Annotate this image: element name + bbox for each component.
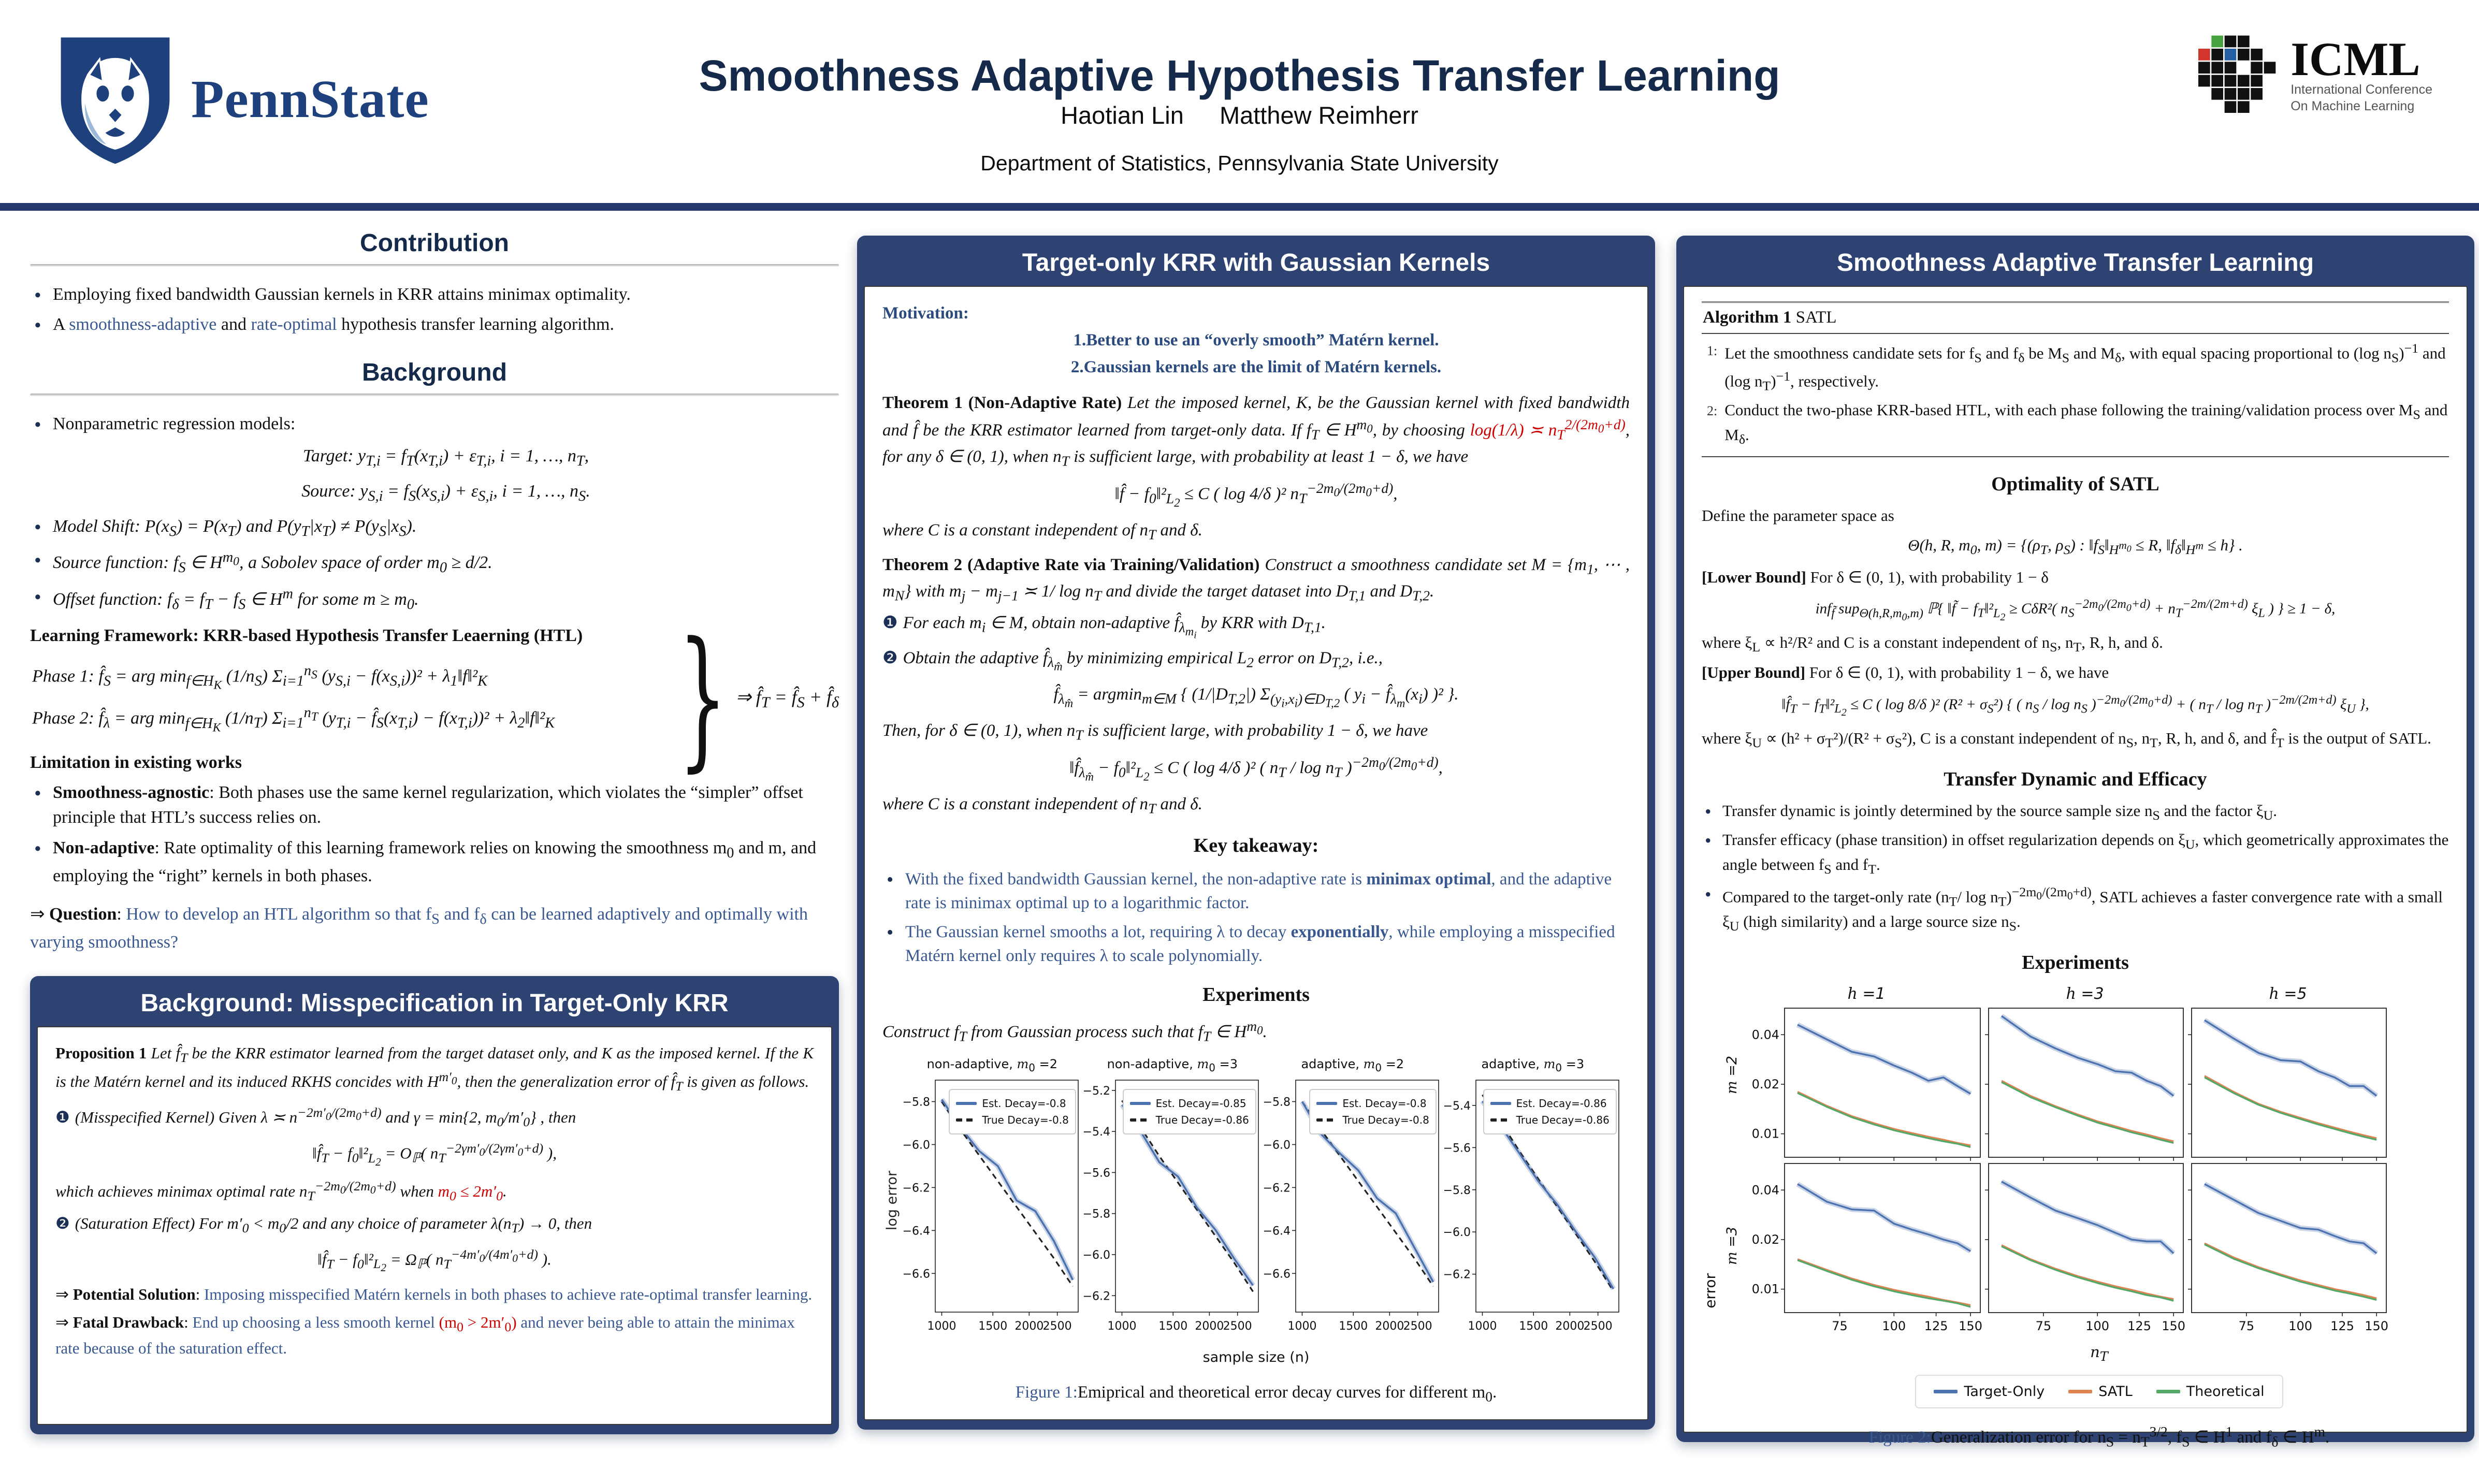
- fig2-legend-entry: SATL: [2068, 1382, 2133, 1401]
- pennstate-logo: [57, 32, 429, 166]
- svg-text:75: 75: [2238, 1318, 2255, 1333]
- svg-text:−5.2: −5.2: [1082, 1084, 1110, 1098]
- question-line: ⇒ Question: How to develop an HTL algorithm so that $f_S$ and $f_\delta$ can be learned adaptively and optimally with varying smoothness?: [30, 904, 808, 952]
- svg-text:−5.6: −5.6: [1443, 1141, 1471, 1155]
- svg-text:−6.2: −6.2: [1443, 1268, 1471, 1282]
- theorem-1-rate: ‖f̂ − $f_0‖^2_{L_2} \le C$ ( log 4/δ )² $n_T^{-2m_0/(2m_0+d)}$,: [1114, 479, 1398, 510]
- limitation-list: [30, 780, 839, 889]
- key-takeaway-heading: Key takeaway:: [1193, 835, 1319, 857]
- theorem-2-where: where C is a constant independent of $n_T$ and δ.: [882, 795, 1202, 817]
- upper-bound-formula: $‖f̂_T$ − $f_T‖^2_{L_2} \le C$ ( log 8/δ )² $(R^2 + \sigma_S^2)$ { ( $n_S$ / $\log n_S$ )$^{-2m_0/(2m_0+d)}$ + ( $n_T$ / $\log n_T$ )$^{-2m/(2m+d)}$ $\xi_U$ },: [1781, 692, 2369, 719]
- svg-text:75: 75: [1832, 1318, 1848, 1333]
- figure1: [882, 1056, 1630, 1346]
- svg-text:1000: 1000: [927, 1319, 956, 1333]
- step-1: ❶ For each $m_i$ ∈ M, obtain non-adaptive $f̂_{\lambda_{m_i}}$ by KRR with $D_{T,1}$.: [882, 614, 1326, 642]
- svg-text:2500: 2500: [1403, 1319, 1432, 1333]
- misspecification-box-body: [37, 1026, 832, 1425]
- svg-text:125: 125: [2127, 1318, 2151, 1333]
- svg-text:0.02: 0.02: [1751, 1076, 1779, 1092]
- fig2-col-title: h =1: [1847, 985, 1886, 1003]
- equation-target: Target: $y_{T,i} = f_T(x_{T,i}) + \varepsilon_{T,i}$, i = 1, …, $n_T$,: [302, 446, 589, 469]
- fig2-subplot-svg: [1749, 1005, 1983, 1160]
- authors: [518, 101, 1961, 129]
- divider: [30, 264, 839, 267]
- misspecified-kernel-item: ❶ (Misspecified Kernel) Given λ ≍ $n^{-2m'_0/(2m_0+d)}$ and γ = min{2, $m_0/m'_0$} , then: [55, 1105, 576, 1130]
- theorem-2: Theorem 2 (Adaptive Rate via Training/Validation) Construct a smoothness candidate set $M = \{m_1$, ⋯ , $m_N$} with $m_j - m_{j-1}$ ≍ 1/ $\log n_T$ and divide the target dataset into $D_{T,1}$ and $D_{T,2}$.: [882, 556, 1630, 604]
- potential-solution: ⇒ Potential Solution: Imposing misspecified Matérn kernels in both phases to achieve rate-optimal transfer learning.: [55, 1285, 813, 1303]
- list-item: • Non-adaptive: Rate optimality of this learning framework relies on knowing the smoothness $m_0$ and m, and employing the “right” kernels in both phases.: [30, 836, 839, 889]
- fig2-row-title: m =2: [1724, 1056, 1740, 1095]
- list-item: • Source function: $f_S$ ∈ $H^{m_0}$, a Sobolev space of order $m_0 \ge d/2$.: [30, 547, 839, 578]
- svg-text:125: 125: [1924, 1318, 1948, 1333]
- theorem-1: Theorem 1 (Non-Adaptive Rate) Let the imposed kernel, K, be the Gaussian kernel with fixed bandwidth and f̂ be the KRR estimator learned from target-only data. If $f_T$ ∈ $H^{m_0}$, by choosing log(1/λ) ≍ $n_T^{2/(2m_0+d)}$, for any δ ∈ (0, 1), when $n_T$ is sufficient large, with probability at least 1 − δ, we have: [882, 393, 1630, 469]
- list-item: • Offset function: $f_\delta = f_T - f_S$ ∈ $H^m$ for some $m \ge m_0$.: [30, 584, 839, 615]
- icml-subtitle-2: On Machine Learning: [2290, 98, 2415, 113]
- combined-estimator: ⇒ $f̂_T$ = $f̂_S$ + $f̂_\delta$: [735, 686, 839, 711]
- param-space-intro: Define the parameter space as: [1702, 506, 1894, 525]
- experiments-heading-mid: Experiments: [1202, 984, 1310, 1006]
- svg-text:0.01: 0.01: [1751, 1282, 1779, 1297]
- svg-text:0.04: 0.04: [1751, 1182, 1779, 1197]
- fig2-legend-entry: Target-Only: [1934, 1382, 2045, 1401]
- fig1-legend: Est. Decay=-0.8 True Decay=-0.8: [949, 1089, 1076, 1134]
- list-item: • With the fixed bandwidth Gaussian kernel, the non-adaptive rate is minimax optimal, and the adaptive rate is minimax optimal up to a logarithmic factor.: [882, 867, 1630, 915]
- figure1-xlabel: sample size (n): [1202, 1349, 1310, 1365]
- param-space-def: Θ(h, R, $m_0$, $m) = \{(\rho_T$, $\rho_S$) : $‖f_S‖_{H^{m_0}} \le R$, $‖f_\delta‖_{H^m} \le h$} .: [1908, 535, 2243, 557]
- figure1-ylabel: log error: [884, 1171, 900, 1231]
- svg-text:75: 75: [2035, 1318, 2052, 1333]
- svg-text:−6.2: −6.2: [902, 1181, 930, 1195]
- fig1-subplot: non-adaptive, $m_0 =2$ −5.8 −6.0 −6.2 −6.4 −6.6 1000 1500 2000 2500 Est. Decay=-0.8 True Decay=-0.8: [902, 1056, 1082, 1346]
- background-list: [30, 412, 839, 615]
- fig2-subplot-svg: [1749, 1160, 1983, 1341]
- theorem-2-then: Then, for δ ∈ (0, 1), when $n_T$ is sufficient large, with probability 1 − δ, we have: [882, 721, 1428, 743]
- satl-box: [1676, 236, 2474, 1450]
- svg-text:−6.0: −6.0: [1082, 1248, 1110, 1262]
- upper-bound-where: where $\xi_U \propto (h^2 + \sigma_T^2)/(R^2 + \sigma_S^2)$, C is a constant independent of $n_S$, $n_T$, R, h, and δ, and $f̂_T$ is the output of SATL.: [1702, 729, 2431, 751]
- svg-text:−5.6: −5.6: [1082, 1166, 1110, 1180]
- svg-text:150: 150: [2162, 1318, 2186, 1333]
- svg-text:100: 100: [2085, 1318, 2110, 1333]
- svg-text:1500: 1500: [1158, 1319, 1188, 1333]
- pennstate-wordmark: PennState: [191, 69, 429, 129]
- svg-text:−5.8: −5.8: [902, 1095, 930, 1109]
- list-item: • The Gaussian kernel smooths a lot, requiring λ to decay exponentially, while employing a misspecified Matérn kernel only requires λ to scale polynomially.: [882, 920, 1630, 968]
- icml-wordmark: ICML: [2290, 33, 2420, 86]
- list-item: • Nonparametric regression models: Target: $y_{T,i} = f_T(x_{T,i}) + \varepsilon_{T,i}$, i = 1, …, $n_T$, Source: $y_{S,i} = f_S(x_{S,i}) + \varepsilon_{S,i}$, i = 1, …, $n_S$.: [30, 412, 839, 507]
- author-2: Matthew Reimherr: [1219, 101, 1418, 129]
- list-item: • Employing fixed bandwidth Gaussian kernels in KRR attains minimax optimality.: [30, 282, 839, 307]
- key-takeaway-list: [882, 867, 1630, 968]
- fig1-subplot: non-adaptive, $m_0 =3$ −5.2 −5.4 −5.6 −5.8 −6.0 −6.2 1000 1500 2000 2500 Est. Decay=-0.85 True Decay=-0.86: [1082, 1056, 1263, 1346]
- satl-box-body: [1683, 286, 2468, 1450]
- saturation-effect-item: ❷ (Saturation Effect) For $m'_0 < m_0/2$ and any choice of parameter $\lambda(n_T) \to 0$, then: [55, 1214, 592, 1235]
- lower-bound-formula: inf$_{f̃}$ sup$_{\Theta(h,R,m_0,m)}$ ℙ{ ‖f̃ − $f_T‖^2_{L_2} \ge C\delta R^2$( $n_S^{-2m_0/(2m_0+d)} + n_T^{-2m/(2m+d)}$ $\xi_L$ ) } ≥ 1 − δ,: [1815, 597, 2336, 623]
- svg-text:0.04: 0.04: [1751, 1027, 1779, 1042]
- minimax-condition: which achieves minimax optimal rate $n_T^{-2m_0/(2m_0+d)}$ when $m_0 \le 2m'_0$.: [55, 1179, 507, 1203]
- fig2-subplot-svg: [1983, 1005, 2186, 1160]
- experiments-heading-right: Experiments: [2022, 951, 2129, 973]
- phase2-equation: Phase 2: $f̂_\lambda$ = arg $\min_{f\in H_K} (1/n_T)$ $\Sigma_{i=1}^{n_T}$ ($y_{T,i}$ − $f̂_S(x_{T,i}) - f(x_{T,i}))^2$ + $\lambda_2‖f‖^2_K$: [32, 705, 555, 735]
- saturation-rate: $‖f̂_T$ − $f_0‖^2_{L_2} = \Omega_ℙ$( $n_T^{-4m'_0/(4m'_0+d)}$ ).: [317, 1246, 552, 1274]
- left-column: [30, 226, 839, 955]
- lower-bound-line: [Lower Bound] For δ ∈ (0, 1), with probability 1 − δ: [1702, 568, 2049, 586]
- figure2-grid: [1749, 1005, 2449, 1341]
- contribution-list: [30, 282, 839, 338]
- figure1-plots: [902, 1056, 1623, 1346]
- list-item: • Model Shift: $P(x_S) = P(x_T)$ and $P(y_T|x_T) \ne P(y_S|x_S)$.: [30, 514, 839, 542]
- fatal-drawback: ⇒ Fatal Drawback: End up choosing a less smooth kernel $(m_0 > 2m'_0)$ and never being able to attain the minimax rate because of the saturation effect.: [55, 1313, 795, 1357]
- svg-text:150: 150: [1959, 1318, 1982, 1333]
- step-2: ❷ Obtain the adaptive $f̂_{\lambda_{m̂}}$ by minimizing empirical $L_2$ error on $D_{T,2}$, i.e.,: [882, 648, 1383, 673]
- svg-text:100: 100: [2288, 1318, 2313, 1333]
- list-item: • Transfer efficacy (phase transition) in offset regularization depends on $\xi_U$, which geometrically approximates the angle between $f_S$ and $f_T$.: [1702, 829, 2449, 879]
- target-only-krr-box: [857, 236, 1655, 1430]
- fig2-col-title: h =5: [2269, 985, 2307, 1003]
- figure2-caption: Figure 2:Generalization error for $n_S = n_T^{3/2}$, $f_S$ ∈ $H^1$ and $f_\delta$ ∈ $H^m$.: [1868, 1423, 2330, 1450]
- svg-text:2500: 2500: [1223, 1319, 1252, 1333]
- target-only-krr-title: Target-only KRR with Gaussian Kernels: [1022, 249, 1490, 277]
- svg-text:1000: 1000: [1287, 1319, 1317, 1333]
- algorithm-steps: [1702, 339, 2449, 449]
- algorithm-1: Algorithm 1 SATL 1: Let the smoothness candidate sets for $f_S$ and $f_\delta$ be $M_S$ and $M_\delta$, with equal spacing proportional to (log $n_S)^{-1}$ and (log $n_T)^{-1}$, respectively. 2: Conduct the two-phase KRR-based HTL, with each phase following the training/validation process over $M_S$ and $M_\delta$.: [1702, 301, 2449, 457]
- svg-text:100: 100: [1882, 1318, 1906, 1333]
- svg-text:−5.8: −5.8: [1263, 1095, 1291, 1109]
- fig2-legend-entry: Theoretical: [2156, 1382, 2265, 1401]
- svg-text:−6.6: −6.6: [1263, 1267, 1291, 1281]
- algorithm-step-2: 2: Conduct the two-phase KRR-based HTL, with each phase following the training/validation process over $M_S$ and $M_\delta$.: [1707, 400, 2448, 447]
- theorem-2-rate: $‖f̂_{\lambda_{m̂}}$ − $f_0‖^2_{L_2} \le C$ ( log 4/δ )² ( $n_T$ / $\log n_T$ )$^{-2m_0/(2m_0+d)}$,: [1069, 754, 1443, 783]
- fig2-col-title: h =3: [2066, 985, 2104, 1003]
- fig1-subplot: adaptive, $m_0 =2$ −5.8 −6.0 −6.2 −6.4 −6.6 1000 1500 2000 2500 Est. Decay=-0.8 True Decay=-0.8: [1263, 1056, 1443, 1346]
- svg-text:−6.4: −6.4: [902, 1224, 930, 1238]
- fig1-subplot: adaptive, $m_0 =3$ −5.4 −5.6 −5.8 −6.0 −6.2 1000 1500 2000 2500 Est. Decay=-0.86 True Decay=-0.86: [1443, 1056, 1623, 1346]
- svg-text:0.01: 0.01: [1751, 1126, 1779, 1141]
- svg-text:2500: 2500: [1583, 1319, 1613, 1333]
- svg-text:1500: 1500: [1519, 1319, 1548, 1333]
- misspecified-kernel-rate: $‖f̂_T$ − $f_0‖^2_{L_2} = O_ℙ$( $n_T^{-2\gamma m'_0/(2\gamma m'_0+d)}$ ),: [312, 1141, 557, 1168]
- icml-head-icon: [2196, 34, 2279, 117]
- svg-text:−5.4: −5.4: [1443, 1099, 1471, 1113]
- svg-text:−6.0: −6.0: [1263, 1138, 1291, 1152]
- motivation-2: 2.Gaussian kernels are the limit of Matérn kernels.: [1070, 358, 1442, 377]
- page-title: Smoothness Adaptive Hypothesis Transfer Learning: [699, 51, 1780, 100]
- svg-text:−6.2: −6.2: [1263, 1181, 1291, 1195]
- divider: [30, 394, 839, 396]
- fig2-subplot-svg: [2186, 1005, 2389, 1160]
- svg-text:−5.8: −5.8: [1443, 1184, 1471, 1197]
- misspecification-box-title: Background: Misspecification in Target-Only KRR: [140, 990, 729, 1017]
- list-item: • Smoothness-agnostic: Both phases use the same kernel regularization, which violates the “simpler” offset principle that HTL’s success relies on.: [30, 780, 839, 831]
- svg-text:1000: 1000: [1468, 1319, 1497, 1333]
- proposition-1: Proposition 1 Let $f̂_T$ be the KRR estimator learned from the target dataset only, and K as the imposed kernel. If the K is the Matérn kernel and its induced RKHS concides with $H^{m'_0}$, then the generalization error of $f̂_T$ is given as follows.: [55, 1044, 814, 1094]
- svg-text:−6.2: −6.2: [1082, 1289, 1110, 1303]
- svg-text:2000: 2000: [1375, 1319, 1404, 1333]
- upper-bound-line: [Upper Bound] For δ ∈ (0, 1), with probability 1 − δ, we have: [1702, 663, 2109, 682]
- algorithm-step-1: 1: Let the smoothness candidate sets for $f_S$ and $f_\delta$ be $M_S$ and $M_\delta$, with equal spacing proportional to (log $n_S)^{-1}$ and (log $n_T)^{-1}$, respectively.: [1707, 340, 2446, 394]
- transfer-dynamic-heading: Transfer Dynamic and Efficacy: [1944, 768, 2207, 790]
- limitation-title: Limitation in existing works: [30, 752, 242, 772]
- fig2-subplot-svg: [1983, 1160, 2186, 1341]
- icml-logo: [2196, 34, 2432, 117]
- figure1-caption: Figure 1:Emiprical and theoretical error decay curves for different $m_0$.: [1015, 1383, 1497, 1405]
- author-1: Haotian Lin: [1061, 101, 1184, 129]
- brace-glyph: }: [678, 610, 728, 787]
- figure2: [1702, 983, 2449, 1451]
- svg-text:2000: 2000: [1014, 1319, 1044, 1333]
- list-item: • Compared to the target-only rate ($n_T/$ $\log n_T)^{-2m_0/(2m_0+d)}$, SATL achieves a faster convergence rate with a small $\xi_U$ (high similarity) and a large source size $n_S$.: [1702, 883, 2449, 936]
- header-rule: [0, 203, 2479, 211]
- svg-text:−6.6: −6.6: [902, 1267, 930, 1281]
- affiliation: Department of Statistics, Pennsylvania State University: [980, 151, 1499, 175]
- list-item: • Transfer dynamic is jointly determined by the source sample size $n_S$ and the factor $\xi_U$.: [1702, 800, 2449, 825]
- svg-text:1000: 1000: [1107, 1319, 1137, 1333]
- svg-text:2000: 2000: [1195, 1319, 1224, 1333]
- fig1-legend: Est. Decay=-0.8 True Decay=-0.8: [1309, 1089, 1436, 1134]
- fig1-legend: Est. Decay=-0.86 True Decay=-0.86: [1483, 1089, 1617, 1134]
- svg-text:−6.0: −6.0: [1443, 1226, 1471, 1239]
- list-item: • A smoothness-adaptive and rate-optimal hypothesis transfer learning algorithm.: [30, 312, 839, 337]
- figure2-coltitles: [1749, 983, 2449, 1005]
- svg-text:125: 125: [2330, 1318, 2354, 1333]
- figure2-ylabel: error: [1702, 1273, 1719, 1308]
- pennstate-shield-icon: [57, 32, 173, 166]
- svg-text:1500: 1500: [978, 1319, 1008, 1333]
- adaptive-argmin: $f̂_{\lambda_{m̂}} = argmin_{m\in M}$ { $(1/|D_{T,2}|)$ $\Sigma_{(y_i,x_i)\in D_{T,2}}$ ( $y_i$ − $f̂_{\lambda_m}(x_i)$ )² }.: [1053, 685, 1459, 710]
- figure2-legend: [1915, 1375, 2283, 1408]
- motivation-1: 1.Better to use an “overly smooth” Matérn kernel.: [1073, 331, 1439, 350]
- svg-text:−6.0: −6.0: [902, 1138, 930, 1152]
- theorem-1-where: where C is a constant independent of $n_T$ and δ.: [882, 521, 1202, 543]
- optimality-heading: Optimality of SATL: [1991, 473, 2159, 495]
- fig1-legend: Est. Decay=-0.85 True Decay=-0.86: [1123, 1089, 1256, 1134]
- svg-text:2500: 2500: [1042, 1319, 1072, 1333]
- svg-text:2000: 2000: [1555, 1319, 1585, 1333]
- svg-text:1500: 1500: [1339, 1319, 1368, 1333]
- fig2-row-title: m =3: [1724, 1227, 1740, 1265]
- svg-text:150: 150: [2365, 1318, 2389, 1333]
- lower-bound-where: where $\xi_L \propto h^2/R^2$ and C is a constant independent of $n_S$, $n_T$, R, h, and δ.: [1702, 633, 2163, 655]
- svg-text:−6.4: −6.4: [1263, 1224, 1291, 1238]
- background-heading: Background: [361, 358, 508, 386]
- figure2-xlabel: $n_T$: [2090, 1343, 2108, 1364]
- equation-source: Source: $y_{S,i} = f_S(x_{S,i}) + \varepsilon_{S,i}$, i = 1, …, $n_S$.: [301, 482, 590, 504]
- svg-text:−5.4: −5.4: [1082, 1125, 1110, 1139]
- target-only-krr-body: [864, 286, 1648, 1420]
- contribution-heading: Contribution: [360, 229, 509, 257]
- svg-text:0.02: 0.02: [1751, 1232, 1779, 1247]
- icml-subtitle-1: International Conference: [2290, 82, 2432, 97]
- misspecification-box: [30, 976, 839, 1434]
- svg-text:−5.8: −5.8: [1082, 1207, 1110, 1221]
- motivation-label: Motivation:: [882, 304, 969, 323]
- framework-title: Learning Framework: KRR-based Hypothesis Transfer Leaerning (HTL): [30, 625, 583, 645]
- fig2-subplot-svg: [2186, 1160, 2389, 1341]
- phase1-equation: Phase 1: $f̂_S$ = arg $\min_{f\in H_K} (1/n_S)$ $\Sigma_{i=1}^{n_S}$ $(y_{S,i} - f(x_{S,i}))^2$ + $\lambda_1‖f‖^2_K$: [32, 663, 488, 692]
- experiment-setup: Construct $f_T$ from Gaussian process such that $f_T$ ∈ $H^{m_0}$.: [882, 1017, 1267, 1044]
- satl-box-title: Smoothness Adaptive Transfer Learning: [1836, 249, 2314, 277]
